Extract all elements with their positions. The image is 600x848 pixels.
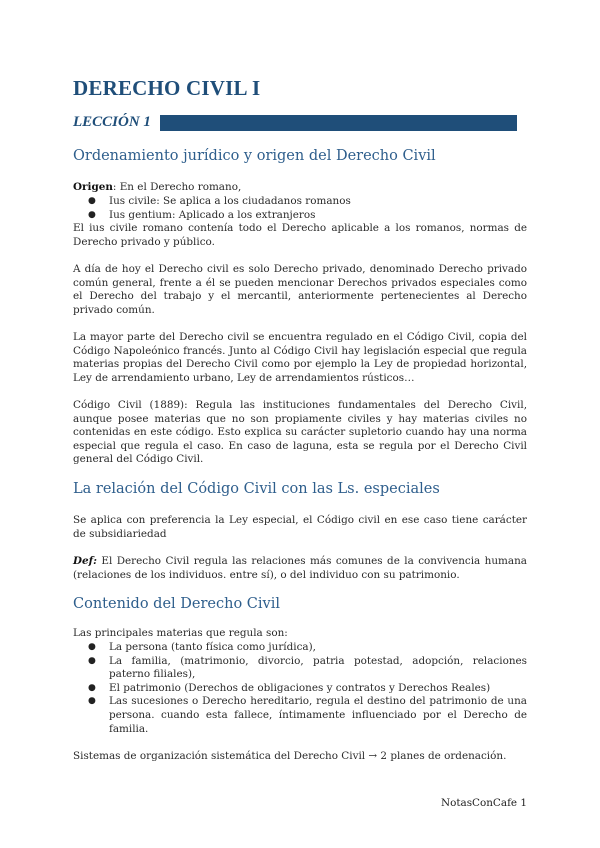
origen-line bbox=[73, 181, 527, 195]
list-item bbox=[73, 209, 527, 223]
lesson-bar-decoration bbox=[160, 115, 517, 131]
definition-paragraph bbox=[73, 555, 527, 582]
section-heading-contenido: Contenido del Derecho Civil bbox=[73, 596, 280, 612]
definition-label: Def: bbox=[73, 555, 97, 567]
materias-bullet-list bbox=[73, 641, 527, 736]
bullet-icon: ● bbox=[88, 196, 96, 206]
list-item-text: Ius gentium: Aplicado a los extranjeros bbox=[109, 208, 316, 221]
bullet-icon: ● bbox=[88, 655, 96, 666]
section-heading-relacion: La relación del Código Civil con las Ls. especiales bbox=[73, 481, 440, 497]
closing-line: Sistemas de organización sistemática del Derecho Civil → 2 planes de ordenación. bbox=[73, 750, 507, 762]
bullet-icon: ● bbox=[88, 696, 96, 707]
bullet-icon: ● bbox=[88, 682, 96, 693]
definition-text: El Derecho Civil regula las relaciones más comunes de la convivencia humana (relaciones de los individuos. entre sí), o del individuo con su patrimonio. bbox=[73, 555, 527, 581]
paragraph-codigo-civil-1889: Código Civil (1889): Regula las instituciones fundamentales del Derecho Civil, aunque posee materias que no son propiamente civiles y hay materias civiles no contenidas en este código. Esto explica su carácter supletorio cuando hay una norma especial que regula el caso. En caso de laguna, esta se regula por el Derecho Civil general del Código Civil. bbox=[73, 399, 527, 466]
page-footer: NotasConCafe 1 bbox=[440, 797, 527, 809]
paragraph-codigo-civil-regulacion: La mayor parte del Derecho civil se encuentra regulado en el Código Civil, copia del Código Napoleónico francés. Junto al Código Civil hay legislación especial que regula materias propias del Derecho Civil como por ejemplo la Ley de propiedad horizontal, Ley de arrendamiento urbano, Ley de arrendamientos rústicos… bbox=[73, 331, 527, 384]
list-item-text: El patrimonio (Derechos de obligaciones y contratos y Derechos Reales) bbox=[109, 681, 491, 694]
list-item bbox=[73, 695, 527, 736]
list-item bbox=[73, 195, 527, 209]
list-item-text: Ius civile: Se aplica a los ciudadanos romanos bbox=[109, 195, 351, 207]
paragraph-derecho-privado: A día de hoy el Derecho civil es solo Derecho privado, denominado Derecho privado común general, frente a él se pueden mencionar Derechos privados especiales como el Derecho del trabajo y el mercantil, anteriormente pertenecientes al Derecho privado común. bbox=[73, 263, 527, 316]
origen-label: Origen bbox=[73, 181, 113, 193]
list-item bbox=[73, 641, 527, 655]
paragraph-ley-especial: Se aplica con preferencia la Ley especial, el Código civil en ese caso tiene carácter de subsidiariedad bbox=[73, 514, 527, 540]
lesson-header bbox=[73, 114, 517, 132]
materias-intro: Las principales materias que regula son: bbox=[73, 627, 288, 639]
list-item-text: La persona (tanto física como jurídica), bbox=[109, 641, 316, 653]
section-heading-ordenamiento: Ordenamiento jurídico y origen del Derecho Civil bbox=[73, 148, 436, 164]
list-item-text: Las sucesiones o Derecho hereditario, regula el destino del patrimonio de una persona. cuando esta fallece, íntimamente influenciado por el Derecho de familia. bbox=[109, 695, 527, 735]
list-item bbox=[73, 682, 527, 696]
lesson-label: LECCIÓN 1 bbox=[73, 114, 151, 130]
paragraph-ius-civile: El ius civile romano contenía todo el Derecho aplicable a los romanos, normas de Derecho privado y público. bbox=[73, 222, 527, 248]
bullet-icon: ● bbox=[88, 209, 96, 220]
bullet-icon: ● bbox=[88, 642, 96, 652]
document-title: DERECHO CIVIL I bbox=[73, 76, 261, 100]
origen-bullet-list bbox=[73, 195, 527, 222]
list-item-text: La familia, (matrimonio, divorcio, patria potestad, adopción, relaciones paterno filiales), bbox=[109, 654, 527, 681]
origen-text: : En el Derecho romano, bbox=[112, 181, 242, 193]
list-item bbox=[73, 655, 527, 682]
